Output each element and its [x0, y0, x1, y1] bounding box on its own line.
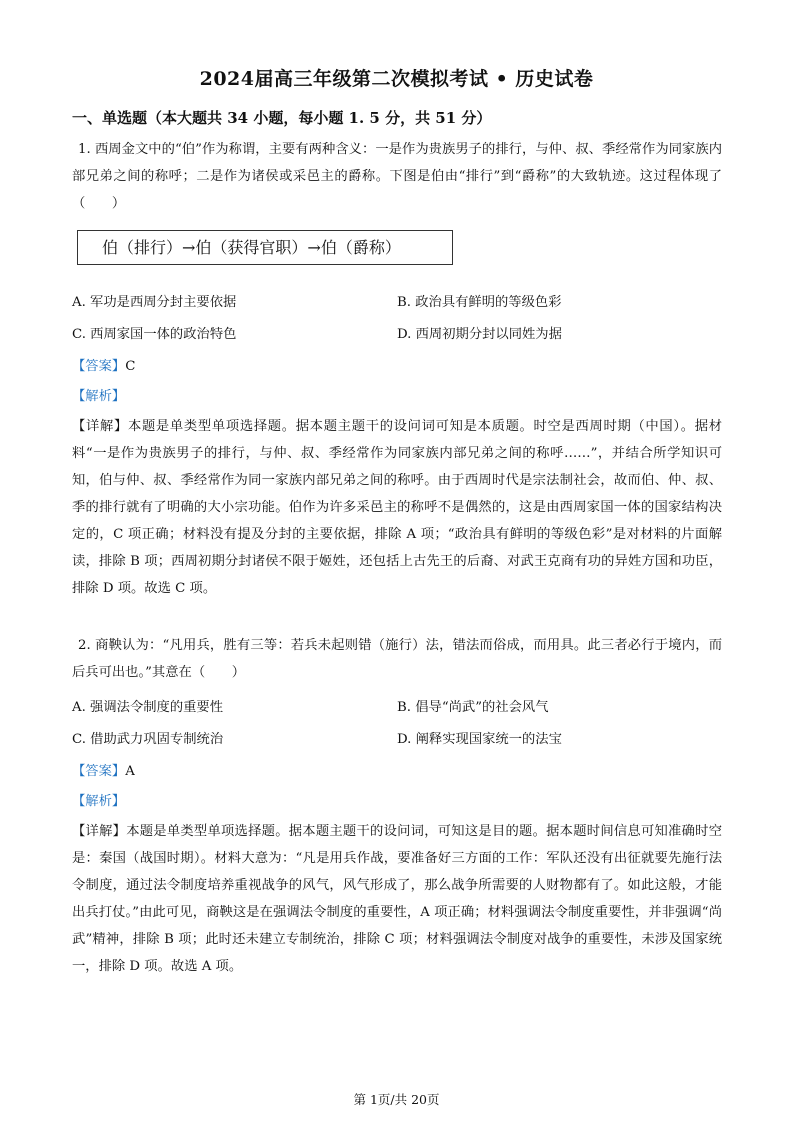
question-1-stem — [72, 136, 722, 217]
answer-value: A — [125, 764, 135, 779]
question-2-options — [72, 692, 722, 756]
option-d[interactable]: D. 阐释实现国家统一的法宝 — [397, 732, 562, 747]
question-1-detail — [72, 413, 722, 602]
option-a[interactable]: A. 强调法令制度的重要性 — [72, 700, 224, 715]
page-title: 2024届高三年级第二次模拟考试 • 历史试卷 — [199, 68, 594, 90]
answer-tag: 【答案】 — [72, 764, 126, 779]
option-c[interactable]: C. 西周家国一体的政治特色 — [72, 327, 237, 342]
option-c[interactable]: C. 借助武力巩固专制统治 — [72, 732, 224, 747]
answer-value: C — [125, 359, 136, 374]
question-2-answer — [72, 758, 135, 785]
answer-tag: 【答案】 — [72, 359, 126, 374]
trajectory-box: 伯（排行）→伯（获得官职）→伯（爵称） — [77, 230, 453, 265]
analysis-tag: 【解析】 — [72, 389, 126, 404]
option-d[interactable]: D. 西周初期分封以同姓为据 — [397, 327, 562, 342]
question-2-detail — [72, 818, 722, 980]
option-a[interactable]: A. 军功是西周分封主要依据 — [72, 295, 237, 310]
option-b[interactable]: B. 倡导“尚武”的社会风气 — [397, 700, 549, 715]
question-1-analysis — [72, 383, 125, 410]
option-b[interactable]: B. 政治具有鲜明的等级色彩 — [397, 295, 562, 310]
question-1-text: 1. 西周金文中的“伯”作为称谓，主要有两种含义：一是作为贵族男子的排行，与仲、叔、季经常作为同家族内部兄弟之间的称呼；二是作为诸侯或采邑主的爵称。下图是伯由“排行”到“爵称”的大致轨迹。这过程体现了（ ） — [72, 142, 722, 211]
detail-tag: 【详解】 — [72, 824, 127, 839]
detail-text: 本题是单类型单项选择题。据本题主题干的设问词，可知这是目的题。据本题时间信息可知准确时空是：秦国（战国时期）。材料大意为：“凡是用兵作战，要准备好三方面的工作：军队还没有出征就要先施行法令制度，通过法令制度培养重视战争的风气，风气形成了，那么战争所需要的人财物都有了。如此这般，才能出兵打仗。”由此可见，商鞅这是在强调法令制度的重要性，A 项正确；材料强调法令制度重要性，并非强调“尚武”精神，排除 B 项；此时还未建立专制统治，排除 C 项；材料强调法令制度对战争的重要性，未涉及国家统一，排除 D 项。故选 A 项。 — [72, 824, 722, 974]
analysis-tag: 【解析】 — [72, 794, 126, 809]
detail-text: 本题是单类型单项选择题。据本题主题干的设问词可知是本质题。时空是西周时期（中国）。据材料“一是作为贵族男子的排行，与仲、叔、季经常作为同家族内部兄弟之间的称呼……”，并结合所学知识可知，伯与仲、叔、季经常作为同一家族内部兄弟之间的称呼。由于西周时代是宗法制社会，故而伯、仲、叔、季的排行就有了明确的大小宗功能。伯作为许多采邑主的称呼不是偶然的，这是由西周家国一体的国家结构决定的，C 项正确；材料没有提及分封的主要依据，排除 A 项；“政治具有鲜明的等级色彩”是对材料的片面解读，排除 B 项；西周初期分封诸侯不限于姬姓，还包括上古先王的后裔、对武王克商有功的异姓方国和功臣，排除 D 项。故选 C 项。 — [72, 419, 722, 596]
question-2-analysis — [72, 788, 125, 815]
detail-tag: 【详解】 — [72, 419, 128, 434]
question-2-text: 2. 商鞅认为：“凡用兵，胜有三等：若兵未起则错（施行）法，错法而俗成，而用具。此三者必行于境内，而后兵可出也。”其意在（ ） — [72, 638, 722, 680]
question-1-options — [72, 287, 722, 351]
section-heading: 一、单选题（本大题共 34 小题，每小题 1. 5 分，共 51 分） — [72, 109, 492, 127]
page-footer: 第 1页/共 20页 — [353, 1092, 440, 1107]
question-1-answer — [72, 353, 135, 380]
question-2-stem — [72, 632, 722, 686]
